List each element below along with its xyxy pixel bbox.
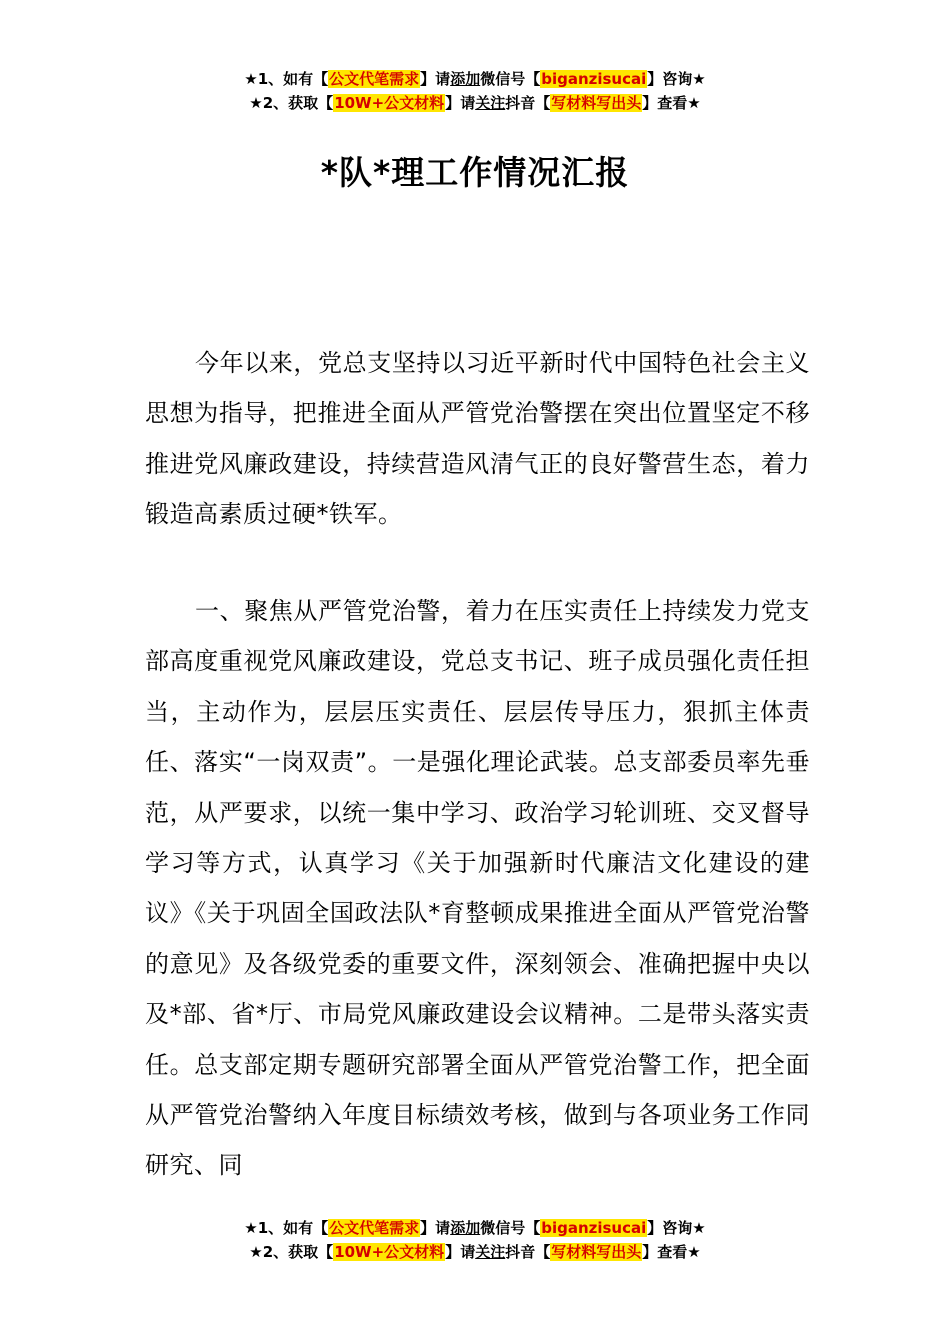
promo-emphasis: 添加 xyxy=(450,1219,481,1237)
body-paragraph-section-1: 一、聚焦从严管党治警，着力在压实责任上持续发力党支部高度重视党风廉政建设，党总支书记、班子成员强化责任担当，主动作为，层层压实责任、层层传导压力，狠抓主体责任、落实“一岗双责”。一是强化理论武装。总支部委员率先垂范，从严要求，以统一集中学习、政治学习轮训班、交叉督导学习等方式，认真学习《关于加强新时代廉洁文化建设的建议》《关于巩固全国政法队*育整顿成果推进全面从严管党治警的意见》及各级党委的重要文件，深刻领会、准确把握中央以及*部、省*厅、市局党风廉政建设会议精神。二是带头落实责任。总支部定期专题研究部署全面从严管党治警工作，把全面从严管党治警纳入年度目标绩效考核，做到与各项业务工作同研究、同 xyxy=(145,597,810,1180)
promo-highlight: 10W+公文材料 xyxy=(334,94,445,112)
promo-line-1 xyxy=(0,67,950,91)
promo-banner-bottom xyxy=(0,1216,950,1264)
promo-highlight: biganzisucai xyxy=(541,1219,647,1237)
promo-text: 】请 xyxy=(445,1243,476,1261)
promo-highlight: 公文代笔需求 xyxy=(329,1219,420,1237)
promo-banner-top xyxy=(0,67,950,115)
promo-text: ★1、如有【 xyxy=(244,1219,329,1237)
promo-text: 】请 xyxy=(445,94,476,112)
promo-line-2 xyxy=(0,1240,950,1264)
promo-emphasis: 关注 xyxy=(475,94,506,112)
promo-text: ★2、获取【 xyxy=(249,1243,334,1261)
promo-text: 微信号【 xyxy=(480,70,541,88)
document-title: *队*理工作情况汇报 xyxy=(320,153,630,192)
promo-highlight: 10W+公文材料 xyxy=(334,1243,445,1261)
promo-text: 】咨询★ xyxy=(647,1219,706,1237)
body-paragraph-intro: 今年以来，党总支坚持以习近平新时代中国特色社会主义思想为指导，把推进全面从严管党治警摆在突出位置坚定不移推进党风廉政建设，持续营造风清气正的良好警营生态，着力锻造高素质过硬*铁军。 xyxy=(145,349,810,529)
promo-text: ★2、获取【 xyxy=(249,94,334,112)
promo-text: ★1、如有【 xyxy=(244,70,329,88)
promo-text: 微信号【 xyxy=(480,1219,541,1237)
promo-line-1 xyxy=(0,1216,950,1240)
promo-text: 】请 xyxy=(420,70,451,88)
promo-emphasis: 添加 xyxy=(450,70,481,88)
promo-highlight: 公文代笔需求 xyxy=(329,70,420,88)
promo-highlight: 写材料写出头 xyxy=(551,1243,642,1261)
promo-text: 抖音【 xyxy=(505,94,551,112)
promo-text: 】请 xyxy=(420,1219,451,1237)
promo-highlight: biganzisucai xyxy=(541,70,647,88)
promo-text: 】咨询★ xyxy=(647,70,706,88)
promo-text: 抖音【 xyxy=(505,1243,551,1261)
promo-text: 】查看★ xyxy=(642,1243,701,1261)
promo-emphasis: 关注 xyxy=(475,1243,506,1261)
promo-highlight: 写材料写出头 xyxy=(551,94,642,112)
promo-line-2 xyxy=(0,91,950,115)
promo-text: 】查看★ xyxy=(642,94,701,112)
